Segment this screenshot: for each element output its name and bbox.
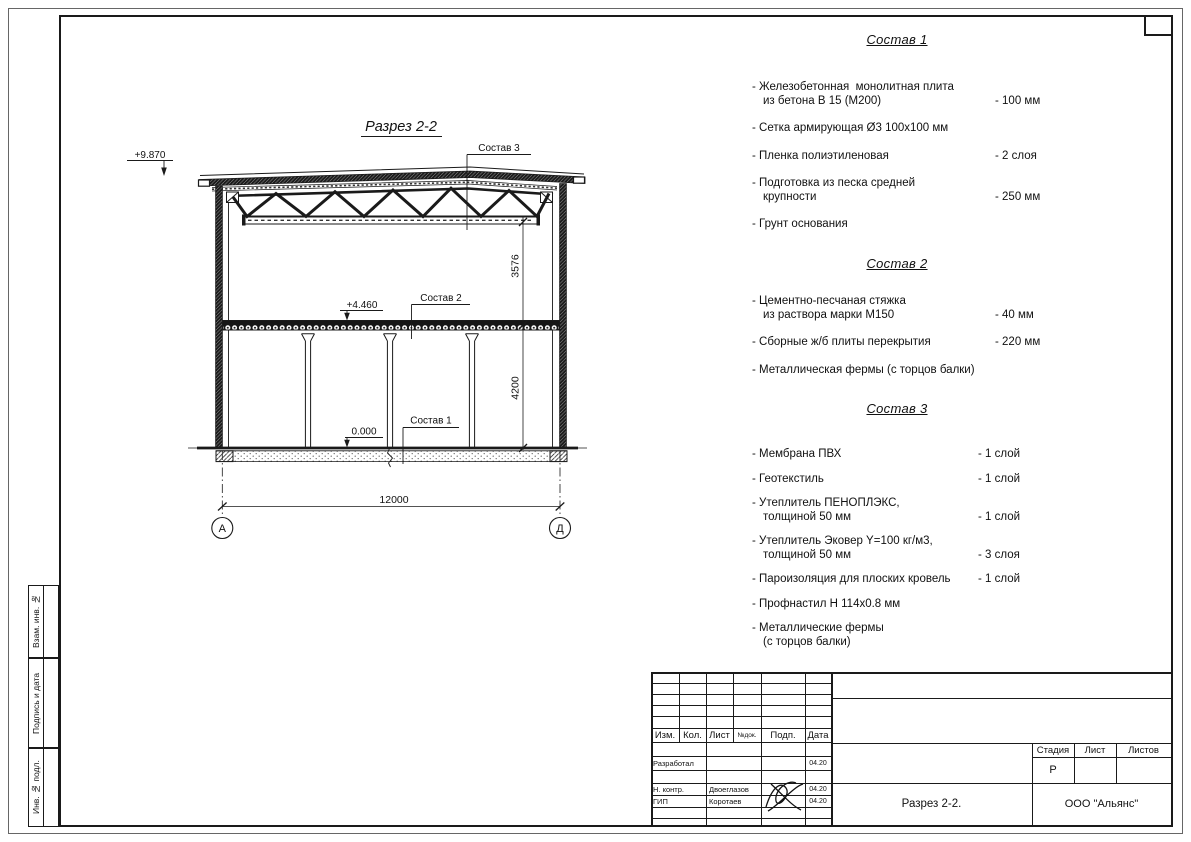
composition-item: [752, 364, 1052, 378]
composition-value: - 2 слоя: [995, 149, 1037, 162]
composition-item: [752, 295, 1052, 322]
level-mark-top: [127, 150, 173, 176]
tb-col-list: Лист: [709, 729, 730, 741]
view-title: [365, 119, 437, 135]
composition-line: - Пароизоляция для плоских кровель: [752, 573, 951, 585]
side-stamp-vzam-label: Взам. инв. №: [29, 586, 44, 657]
composition-line: - Мембрана ПВХ: [752, 448, 842, 460]
composition-value: - 1 слой: [978, 573, 1021, 585]
composition-line: толщиной 50 мм: [763, 510, 852, 523]
composition-line: толщиной 50 мм: [763, 548, 852, 561]
composition-title: Состав 3: [866, 401, 928, 416]
level-mark-zero: [344, 427, 383, 448]
composition-line: - Металлическая фермы (с торцов балки): [752, 363, 975, 376]
composition-value: - 1 слой: [978, 510, 1021, 523]
composition-item: [752, 122, 1052, 136]
composition-item: [752, 497, 1052, 524]
composition-line: - Профнастил Н 114х0.8 мм: [752, 597, 901, 610]
tb-col-ndoc: №док.: [737, 731, 757, 739]
composition-item: [752, 150, 1052, 164]
tb-nkontr-date: 04.20: [809, 785, 827, 793]
composition-line: - Геотекстиль: [752, 472, 824, 485]
composition-line: (с торцов балки): [763, 635, 851, 648]
view-title-text: Разрез 2-2: [365, 119, 437, 135]
level-mark-floor: [340, 300, 383, 321]
axis-left-label: А: [218, 522, 226, 535]
composition-title: Состав 2: [866, 256, 928, 271]
composition-item: [752, 177, 1052, 204]
tb-doc-title: Разрез 2-2.: [901, 798, 962, 810]
tb-stage-label: Стадия: [1036, 744, 1070, 756]
roof: [199, 167, 586, 191]
title-block: [651, 672, 1173, 827]
composition-item: [752, 535, 1052, 562]
composition-line: - Сборные ж/б плиты перекрытия: [752, 336, 931, 348]
dim-floor-height: 4200: [509, 376, 522, 400]
dimension-vertical: [510, 217, 528, 453]
composition-line: - Подготовка из песка средней: [752, 177, 916, 189]
tb-sheets-label: Листов: [1128, 744, 1159, 756]
axis-markers: [212, 518, 571, 539]
callout-sostav2: [412, 293, 471, 339]
signature-scribble: [763, 775, 807, 815]
axis-right-label: Д: [556, 522, 564, 535]
composition-line: крупности: [763, 190, 817, 203]
composition-item: [752, 622, 1052, 649]
composition-line: - Грунт основания: [752, 218, 848, 230]
composition-item: [752, 81, 1052, 108]
composition-group: [752, 32, 1052, 246]
composition-line: - Утеплитель ПЕНОПЛЭКС,: [752, 497, 900, 509]
roof-truss: [227, 188, 554, 225]
composition-item: [752, 448, 1052, 462]
composition-line: из бетона В 15 (М200): [763, 94, 882, 107]
composition-group: [752, 401, 1052, 660]
tb-company: ООО "Альянс": [1064, 798, 1139, 810]
floor-slab: [223, 321, 560, 331]
callout-sostav3-text: Состав 3: [478, 143, 520, 154]
callout-sostav2-text: Состав 2: [420, 293, 462, 304]
tb-gip-date: 04.20: [809, 797, 827, 805]
tb-col-izm: Изм.: [654, 729, 676, 741]
composition-item: [752, 573, 1052, 587]
side-stamp-inv-label: Инв. № подл.: [29, 749, 44, 826]
composition-line: - Пленка полиэтиленовая: [752, 149, 889, 162]
composition-line: - Металлические фермы: [752, 622, 884, 634]
composition-value: - 1 слой: [978, 472, 1021, 485]
level-floor-text: +4.460: [346, 300, 378, 311]
composition-line: - Цементно-песчаная стяжка: [752, 295, 906, 307]
tb-gip-label: ГИП: [653, 796, 668, 806]
composition-value: - 220 мм: [995, 336, 1041, 348]
composition-line: - Сетка армирующая Ø3 100х100 мм: [752, 122, 949, 134]
tb-col-data: Дата: [807, 729, 829, 741]
tb-col-podp: Подп.: [770, 729, 796, 741]
composition-value: - 3 слоя: [978, 548, 1020, 561]
side-stamp-podpis-label: Подпись и дата: [29, 659, 44, 747]
composition-item: [752, 336, 1052, 350]
tb-nkontr-label: Н. контр.: [653, 784, 684, 794]
composition-line: из раствора марки М150: [763, 308, 895, 321]
ground-slab: [188, 448, 587, 468]
composition-value: - 100 мм: [995, 94, 1041, 107]
callout-sostav1-text: Состав 1: [410, 415, 452, 427]
level-zero-text: 0.000: [351, 426, 377, 438]
composition-item: [752, 473, 1052, 487]
composition-value: - 40 мм: [995, 308, 1034, 321]
tb-razrab-date: 04.20: [809, 759, 827, 767]
dim-truss-height: 3576: [509, 254, 522, 278]
composition-value: - 1 слой: [978, 448, 1021, 460]
composition-value: - 250 мм: [995, 190, 1041, 203]
composition-item: [752, 598, 1052, 612]
tb-nkontr-name: Двоеглазов: [709, 784, 749, 794]
compositions-panel: [752, 0, 1172, 660]
composition-line: - Утеплитель Эковер Y=100 кг/м3,: [752, 535, 933, 547]
dim-span: 12000: [379, 494, 409, 506]
tb-gip-name: Коротаев: [709, 796, 742, 806]
level-top-text: +9.870: [134, 150, 166, 161]
tb-col-kol: Кол.: [683, 729, 702, 741]
tb-stage-value: Р: [1049, 764, 1057, 776]
tb-sheet-label: Лист: [1084, 744, 1106, 756]
composition-title: Состав 1: [866, 32, 928, 47]
composition-group: [752, 256, 1052, 391]
columns: [302, 334, 479, 447]
composition-line: - Железобетонная монолитная плита: [752, 81, 954, 93]
composition-item: [752, 218, 1052, 232]
tb-razrab-label: Разработал: [653, 758, 694, 768]
